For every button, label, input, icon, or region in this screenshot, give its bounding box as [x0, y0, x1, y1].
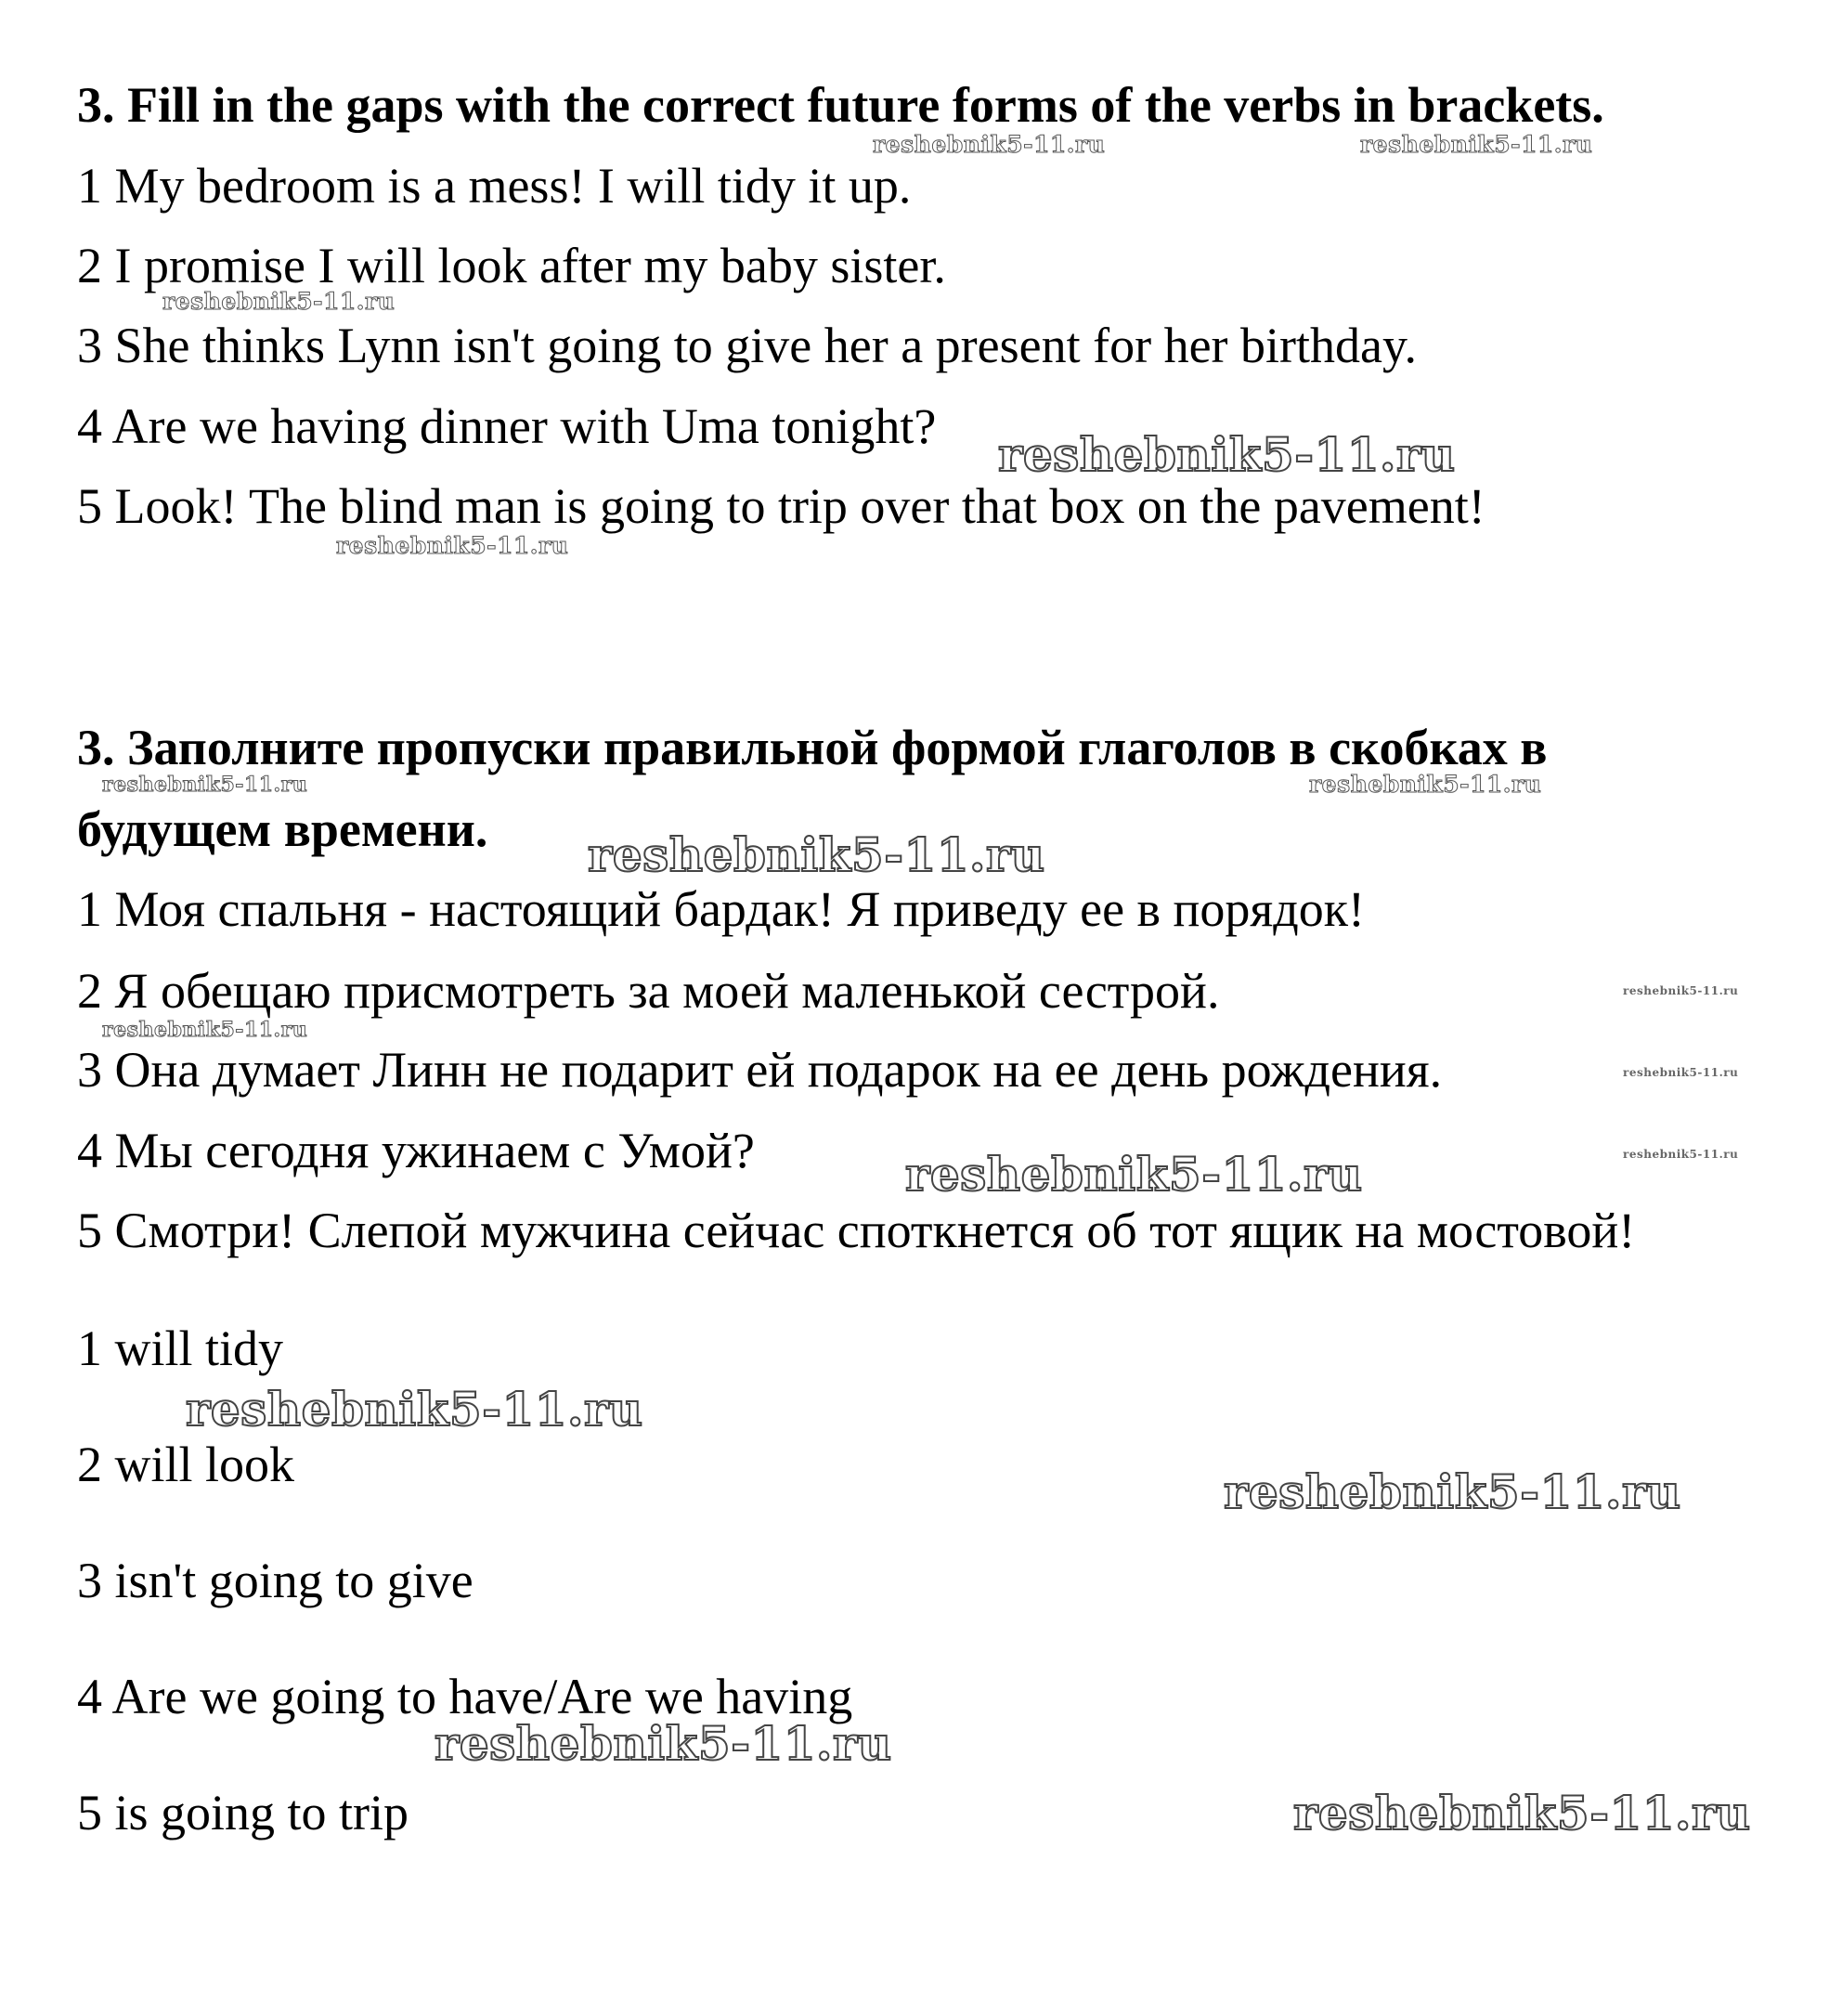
russian-heading-line-2: будущем времени.	[77, 801, 488, 857]
watermark: reshebnik5-11.ru	[1623, 1148, 1739, 1161]
english-sentence-3: 3 She thinks Lynn isn't going to give her a present for her birthday.	[77, 318, 1417, 373]
english-heading: 3. Fill in the gaps with the correct future forms of the verbs in brackets.	[77, 77, 1604, 133]
english-sentence-1: 1 My bedroom is a mess! I will tidy it up.	[77, 158, 912, 214]
watermark: reshebnik5-11.ru	[873, 131, 1106, 158]
russian-sentence-2: 2 Я обещаю присмотреть за моей маленькой сестрой.	[77, 963, 1220, 1019]
answer-4: 4 Are we going to have/Are we having	[77, 1669, 853, 1724]
russian-heading-line-1: 3. Заполните пропуски правильной формой глаголов в скобках в	[77, 720, 1548, 775]
watermark: reshebnik5-11.ru	[998, 427, 1456, 482]
russian-sentence-3: 3 Она думает Линн не подарит ей подарок на ее день рождения.	[77, 1042, 1443, 1098]
english-sentence-4: 4 Are we having dinner with Uma tonight?	[77, 398, 937, 454]
watermark: reshebnik5-11.ru	[102, 773, 308, 797]
watermark: reshebnik5-11.ru	[162, 288, 396, 315]
watermark: reshebnik5-11.ru	[435, 1716, 892, 1771]
watermark: reshebnik5-11.ru	[102, 1018, 308, 1042]
english-sentence-2: 2 I promise I will look after my baby sister.	[77, 238, 946, 293]
russian-sentence-5: 5 Смотри! Слепой мужчина сейчас споткнется об тот ящик на мостовой!	[77, 1203, 1636, 1258]
english-sentence-5: 5 Look! The blind man is going to trip over that box on the pavement!	[77, 478, 1485, 534]
russian-sentence-4: 4 Мы сегодня ужинаем с Умой?	[77, 1123, 755, 1178]
watermark: reshebnik5-11.ru	[336, 532, 569, 559]
watermark: reshebnik5-11.ru	[1623, 1066, 1739, 1079]
watermark: reshebnik5-11.ru	[1293, 1786, 1751, 1840]
answer-2: 2 will look	[77, 1437, 295, 1492]
answer-3: 3 isn't going to give	[77, 1553, 473, 1608]
answer-5: 5 is going to trip	[77, 1785, 409, 1840]
russian-sentence-1: 1 Моя спальня - настоящий бардак! Я приведу ее в порядок!	[77, 881, 1365, 937]
watermark: reshebnik5-11.ru	[1360, 131, 1593, 158]
watermark: reshebnik5-11.ru	[588, 827, 1045, 882]
answer-1: 1 will tidy	[77, 1320, 284, 1376]
watermark: reshebnik5-11.ru	[905, 1147, 1363, 1202]
watermark: reshebnik5-11.ru	[1224, 1464, 1681, 1519]
watermark: reshebnik5-11.ru	[1623, 984, 1739, 997]
watermark: reshebnik5-11.ru	[1309, 771, 1542, 798]
watermark: reshebnik5-11.ru	[186, 1382, 643, 1437]
